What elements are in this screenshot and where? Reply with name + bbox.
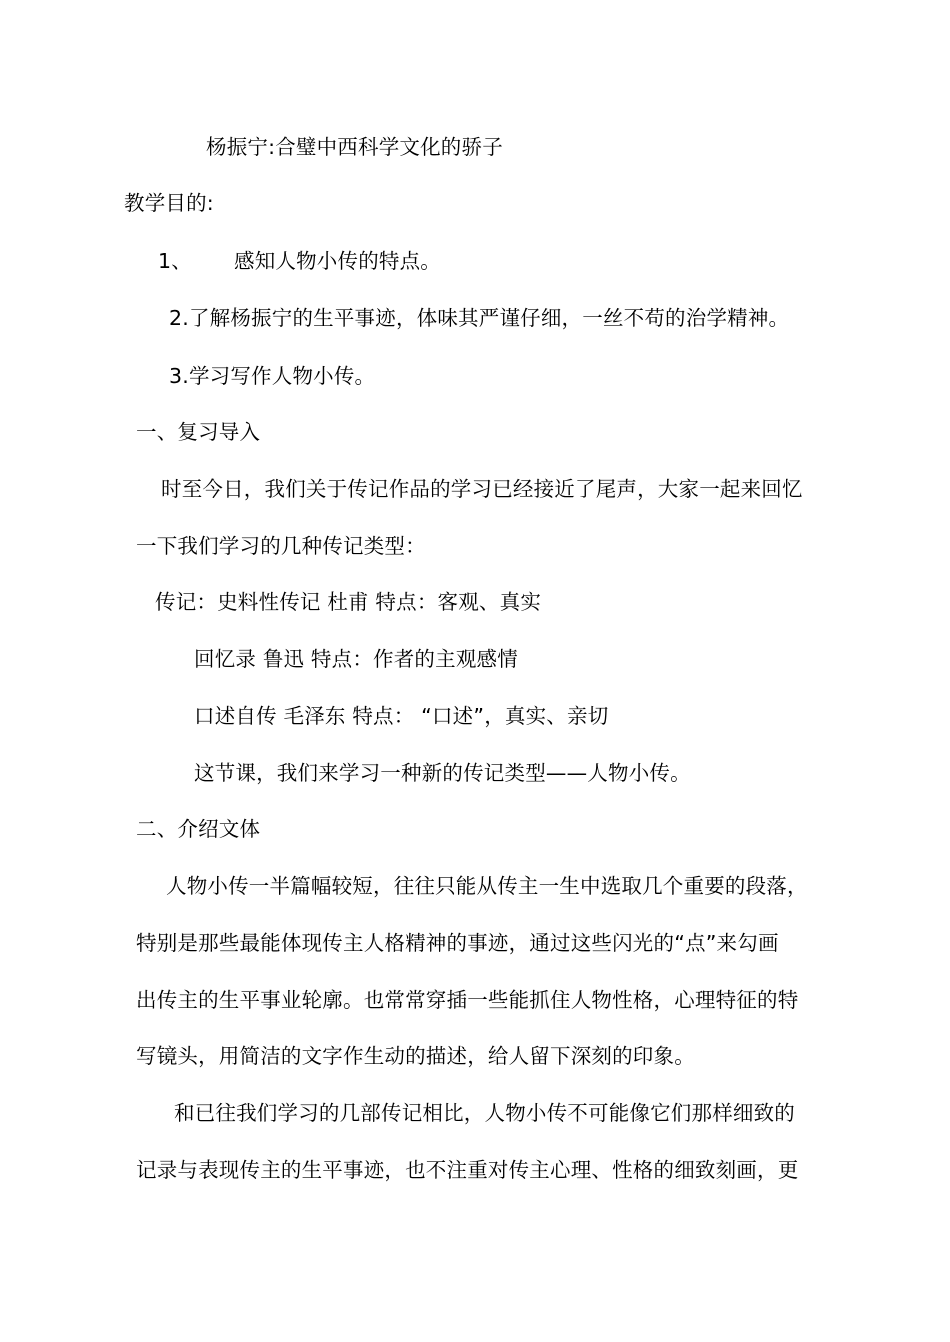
biography-type-1: 传记：史料性传记 杜甫 特点：客观、真实 (155, 590, 542, 614)
section-2-paragraph-2-line-1: 和已往我们学习的几部传记相比，人物小传不可能像它们那样细致的 (174, 1101, 795, 1125)
objective-2: 2.了解杨振宁的生平事迹，体味其严谨仔细，一丝不苟的治学精神。 (169, 306, 790, 330)
section-2-paragraph-1-line-3: 出传主的生平事业轮廓。也常常穿插一些能抓住人物性格，心理特征的特 (136, 988, 799, 1012)
objective-3: 3.学习写作人物小传。 (169, 364, 376, 388)
section-1-paragraph-line-2: 一下我们学习的几种传记类型： (136, 534, 426, 558)
objective-1-number: 1、 (158, 249, 192, 273)
section-2-heading: 二、介绍文体 (136, 817, 261, 841)
section-2-paragraph-1-line-1: 人物小传一半篇幅较短，往往只能从传主一生中选取几个重要的段落， (166, 874, 808, 898)
biography-type-2: 回忆录 鲁迅 特点：作者的主观感情 (194, 647, 518, 671)
section-1-heading: 一、复习导入 (136, 420, 261, 444)
objective-1-text: 感知人物小传的特点。 (234, 249, 441, 273)
transition-sentence: 这节课，我们来学习一种新的传记类型——人物小传。 (194, 761, 691, 785)
document-title: 杨振宁:合璧中西科学文化的骄子 (206, 135, 503, 159)
section-2-paragraph-2-line-2: 记录与表现传主的生平事迹，也不注重对传主心理、性格的细致刻画，更 (136, 1158, 799, 1182)
section-2-paragraph-1-line-2: 特别是那些最能体现传主人格精神的事迹，通过这些闪光的“点”来勾画 (136, 931, 779, 955)
biography-type-3: 口述自传 毛泽东 特点： “口述”，真实、亲切 (194, 704, 609, 728)
objectives-heading: 教学目的: (124, 191, 214, 215)
section-2-paragraph-1-line-4: 写镜头，用简洁的文字作生动的描述，给人留下深刻的印象。 (136, 1044, 695, 1068)
section-1-paragraph-line-1: 时至今日，我们关于传记作品的学习已经接近了尾声，大家一起来回忆 (161, 477, 803, 501)
